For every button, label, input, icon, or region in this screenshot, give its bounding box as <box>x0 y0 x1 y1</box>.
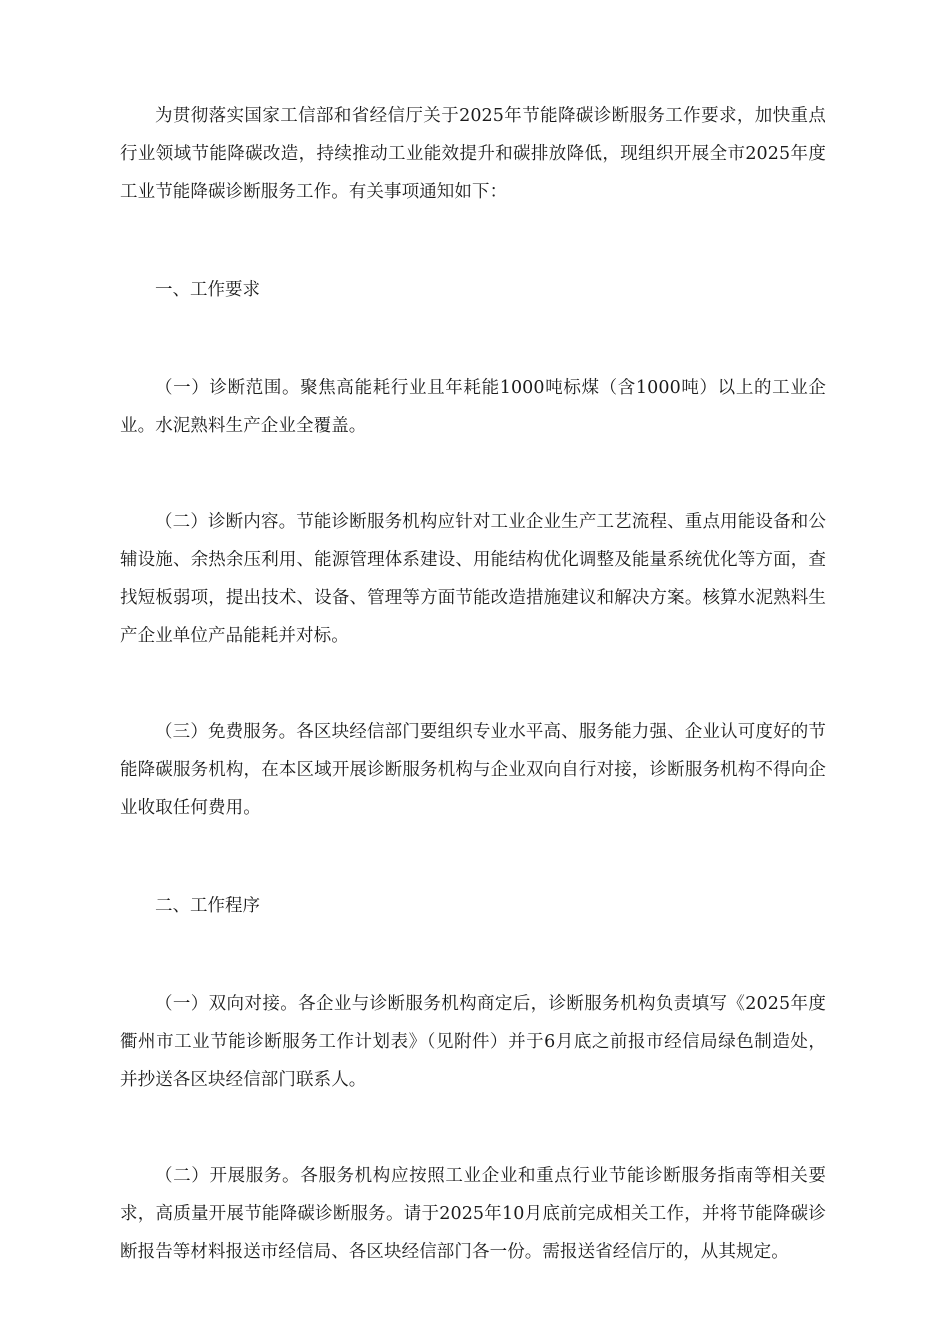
spacer <box>120 1099 826 1157</box>
item-diagnosis-content: （二）诊断内容。节能诊断服务机构应针对工业企业生产工艺流程、重点用能设备和公辅设施、余热余压利用、能源管理体系建设、用能结构优化调整及能量系统优化等方面，查找短板弱项，提出技术、设备、管理等方面节能改造措施建议和解决方案。核算水泥熟料生产企业单位产品能耗并对标。 <box>120 512 826 646</box>
spacer <box>120 925 826 985</box>
item-diagnosis-scope: （一）诊断范围。聚焦高能耗行业且年耗能1000吨标煤（含1000吨）以上的工业企业。水泥熟料生产企业全覆盖。 <box>120 378 826 436</box>
spacer <box>120 309 826 369</box>
intro-paragraph: 为贯彻落实国家工信部和省经信厅关于2025年节能降碳诊断服务工作要求，加快重点行业领域节能降碳改造，持续推动工业能效提升和碳排放降低，现组织开展全市2025年度工业节能降碳诊断服务工作。有关事项通知如下： <box>120 106 826 202</box>
spacer <box>120 211 826 271</box>
section-heading-procedure: 二、工作程序 <box>155 896 260 916</box>
spacer <box>120 655 826 713</box>
document-page <box>120 97 826 1271</box>
item-two-way-matching: （一）双向对接。各企业与诊断服务机构商定后，诊断服务机构负责填写《2025年度衢州市工业节能诊断服务工作计划表》（见附件）并于6月底之前报市经信局绿色制造处，并抄送各区块经信部门联系人。 <box>120 994 826 1090</box>
item-free-service: （三）免费服务。各区块经信部门要组织专业水平高、服务能力强、企业认可度好的节能降碳服务机构，在本区域开展诊断服务机构与企业双向自行对接，诊断服务机构不得向企业收取任何费用。 <box>120 722 826 818</box>
spacer <box>120 827 826 887</box>
section-heading-requirements: 一、工作要求 <box>155 280 260 300</box>
item-carry-out-service: （二）开展服务。各服务机构应按照工业企业和重点行业节能诊断服务指南等相关要求，高质量开展节能降碳诊断服务。请于2025年10月底前完成相关工作，并将节能降碳诊断报告等材料报送市经信局、各区块经信部门各一份。需报送省经信厅的，从其规定。 <box>120 1166 826 1262</box>
spacer <box>120 445 826 503</box>
